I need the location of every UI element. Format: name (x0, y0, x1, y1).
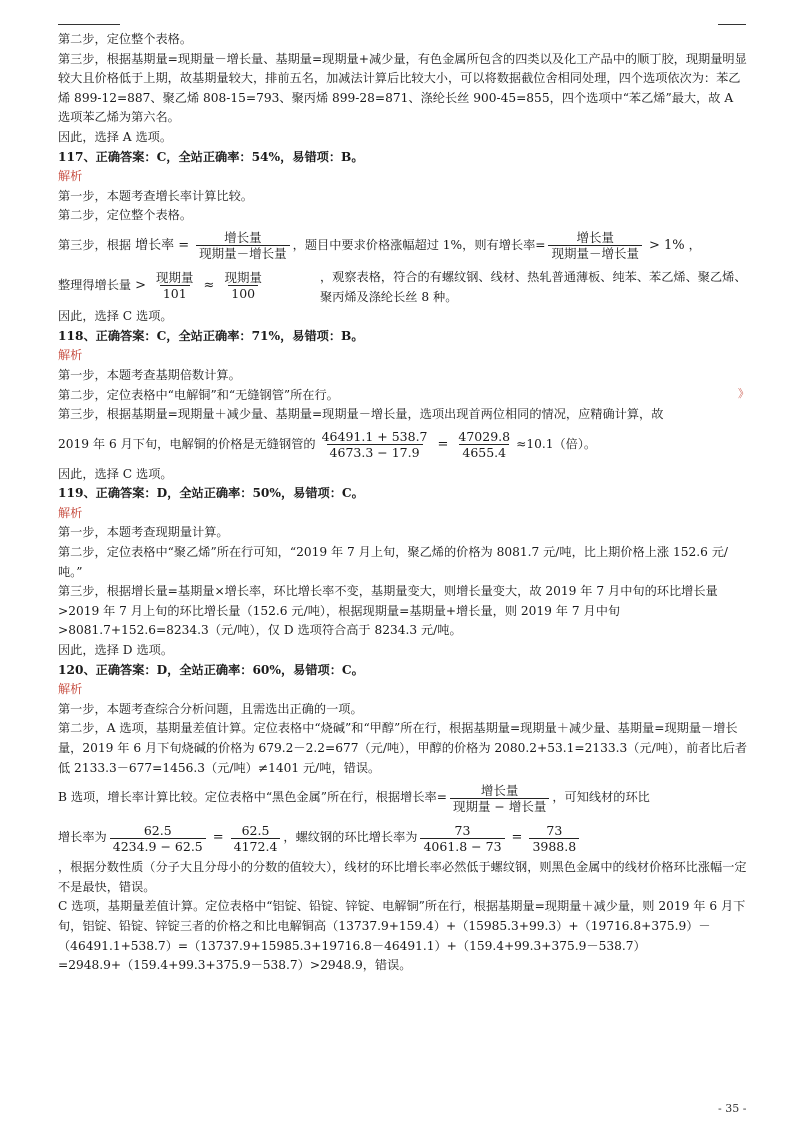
rebar-rate-fraction-2: $\frac{73}{3988.8}$ (529, 823, 579, 854)
growth-rate-symbol: 增长率 = (135, 238, 190, 254)
q120-growth-rate-fraction: $\frac{\text{增长量}}{\text{现期量 − 增长量}}$ (450, 783, 549, 814)
q119-title: 119、正确答案：D，全站正确率：50%，易错项：C。 (58, 486, 364, 501)
margin-marker: 》 (738, 387, 749, 400)
q119-step1: 第一步，本题考查现期量计算。 (58, 525, 229, 540)
q120-step2: 第二步，A 选项，基期量差值计算。定位表格中“烧碱”和“甲醇”所在行，根据基期量=现期量＋减少量、基期量=现期量－增长量，2019 年 6 月下旬烧碱的价格为 679.2－2.2=677（元/吨），甲醇的价格为 2080.2+53.1=2133.3（元/吨），前者比后者低 2133.3－677=1456.3（元/吨）≠1401 元/吨，错误。 (58, 721, 748, 775)
q117-conclusion: 因此，选择 C 选项。 (58, 309, 173, 324)
q118-conclusion: 因此，选择 C 选项。 (58, 466, 173, 481)
growth-rate-fraction-2: $\frac{\text{增长量}}{\text{现期量－增长量}}$ (548, 230, 642, 261)
q119-step2: 第二步，定位表格中“聚乙烯”所在行可知，“2019 年 7 月上旬，聚乙烯的价格为 8081.7 元/吨，比上期价格上涨 152.6 元/吨。” (58, 545, 729, 579)
q119-step3: 第三步，根据增长量=基期量×增长率，环比增长率不变，基期量变大，则增长量变大，故 2019 年 7 月中旬的环比增长量>2019 年 7 月上旬的环比增长量（152.6 元/吨），根据现期量=基期量+增长量，则 2019 年 7 月中旬>8081.7+152.6=8234.3（元/吨），仅 D 选项符合高于 8234.3 元/吨。 (58, 584, 718, 638)
q117-step3-b: ，题目中要求价格涨幅超过 1%，则有增长率= (292, 238, 546, 253)
q117-analysis-label: 解析 (58, 169, 83, 184)
q120-title: 120、正确答案：D，全站正确率：60%，易错项：C。 (58, 662, 364, 677)
wire-rate-fraction-1: $\frac{62.5}{4234.9 - 62.5}$ (110, 823, 206, 854)
q118-calc: 2019 年 6 月下旬，电解铜的价格是无缝钢管的 $\frac{46491.1 + 538.7}{4673.3 - 17.9}$ = $\frac{47029.8}{4655.4}$ ≈10.1（倍）。 (58, 429, 597, 461)
q120-option-c: C 选项，基期量差值计算。定位表格中“铝锭、铅锭、锌锭、电解铜”所在行，根据基期量=现期量＋减少量，则 2019 年 6 月下旬，铝锭、铅锭、锌锭三者的价格之和比电解铜高（13737.9+159.4）+（15985.3+99.3）+（19716.8+375.9）－（46491.1+538.7）=（13737.9+15985.3+19716.8－46491.1）+（159.4+99.3+375.9－538.7）=2948.9+（159.4+99.3+375.9－538.7）>2948.9，错误。 (58, 899, 746, 973)
q120-option-b-conclusion: ，根据分数性质（分子大且分母小的分数的值较大），线材的环比增长率必然低于螺纹钢，则黑色金属中的线材价格环比涨幅一定不是最快，错误。 (58, 860, 747, 894)
q118-fraction-2: $\frac{47029.8}{4655.4}$ (458, 429, 511, 461)
q117-step3-e: ，观察表格，符合的有螺纹钢、线材、热轧普通薄板、纯苯、苯乙烯、聚乙烯、聚丙烯及涤纶长丝 8 种。 (320, 269, 747, 304)
q119-analysis-label: 解析 (58, 505, 83, 520)
q117-step3-a: 第三步，根据 (58, 238, 132, 253)
q117-step1: 第一步，本题考查增长率计算比较。 (58, 188, 253, 203)
q118-title: 118、正确答案：C，全站正确率：71%，易错项：B。 (58, 328, 364, 343)
q120-step1: 第一步，本题考查综合分析问题，且需选出正确的一项。 (58, 701, 363, 716)
q118-fraction-1: $\frac{46491.1 + 538.7}{4673.3 - 17.9}$ (321, 429, 428, 461)
q120-option-b-line2: 增长率为 $\frac{62.5}{4234.9 - 62.5}$ = $\frac{62.5}{4172.4}$ ，螺纹钢的环比增长率为 $\frac{73}{4061.8 - 73}$ = $\frac{73}{3988.8}$ (58, 818, 748, 858)
q117-step3-formula: 第三步，根据 增长率 = $\frac{\text{增长量}}{\text{现期量－增长量}}$ ，题目中要求价格涨幅超过 1%，则有增长率= $\frac{\text{增长量}}{\text{现期量－增长量}}$ > 1% ， (58, 230, 701, 262)
header-rule-right (718, 24, 746, 25)
q117-title: 117、正确答案：C，全站正确率：54%，易错项：B。 (58, 149, 364, 164)
q118-analysis-label: 解析 (58, 348, 83, 363)
wire-rate-fraction-2: $\frac{62.5}{4172.4}$ (231, 823, 281, 854)
growth-rate-fraction: $\frac{\text{增长量}}{\text{现期量－增长量}}$ (196, 230, 290, 261)
page-content (58, 30, 748, 976)
q118-step1: 第一步，本题考查基期倍数计算。 (58, 367, 241, 382)
gt-one-percent: > 1% (648, 238, 685, 254)
q118-step2: 第二步，定位表格中“电解铜”和“无缝钢管”所在行。 (58, 387, 339, 402)
q116-step2: 第二步，定位整个表格。 (58, 32, 193, 46)
q117-step3-d: 整理得增长量 (58, 278, 132, 293)
q120-option-b-line1: B 选项，增长率计算比较。定位表格中“黑色金属”所在行，根据增长率= $\frac{\text{增长量}}{\text{现期量 − 增长量}}$ ，可知线材的环比 (58, 782, 650, 814)
current-over-101: $\frac{\text{现期量}}{101}$ (156, 270, 194, 302)
q119-conclusion: 因此，选择 D 选项。 (58, 643, 174, 658)
q116-conclusion: 因此，选择 A 选项。 (58, 129, 173, 144)
q116-step3: 第三步，根据基期量=现期量－增长量、基期量=现期量+减少量，有色金属所包含的四类以及化工产品中的顺丁胶，现期量明显较大且价格低于上期，故基期量较大，排前五名，加减法计算后比较大小，可以将数据截位舍相同处理，四个选项依次为：苯乙烯 899-12=887、聚乙烯 808-15=793、聚丙烯 899-28=871、涤纶长丝 900-45=855，四个选项中“苯乙烯”最大，故 A 选项苯乙烯为第六名。 (58, 51, 747, 125)
q117-step2: 第二步，定位整个表格。 (58, 208, 193, 223)
page-number: - 35 - (718, 1102, 747, 1115)
q117-step3-inequality: 整理得增长量 > $\frac{\text{现期量}}{101}$ ≈ $\frac{\text{现期量}}{100}$ (58, 266, 748, 306)
current-over-100: $\frac{\text{现期量}}{100}$ (224, 270, 262, 302)
header-rule-left (58, 24, 120, 25)
q120-analysis-label: 解析 (58, 682, 83, 697)
rebar-rate-fraction-1: $\frac{73}{4061.8 - 73}$ (420, 823, 504, 854)
q118-step3: 第三步，根据基期量=现期量＋减少量、基期量=现期量－增长量，选项出现首两位相同的情况，应精确计算，故 (58, 407, 664, 422)
